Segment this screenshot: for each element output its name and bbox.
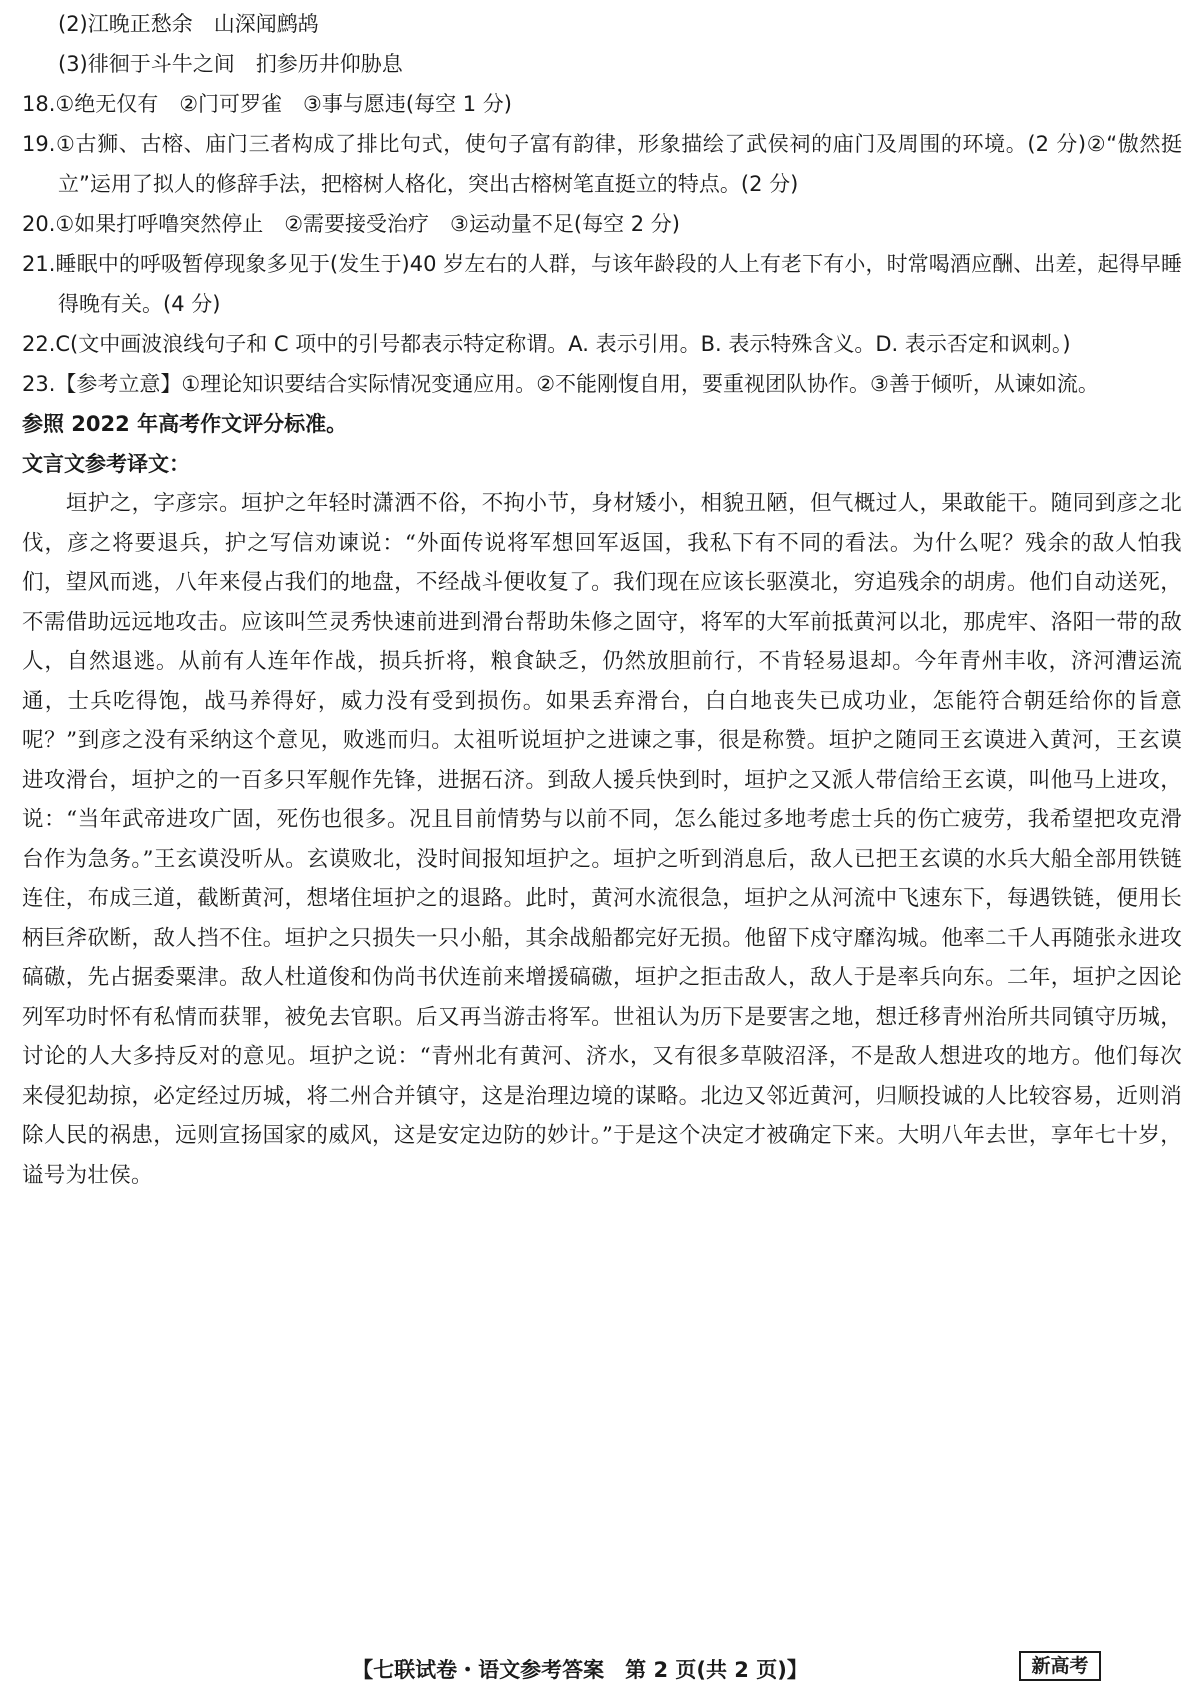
answer-18: 18.①绝无仅有 ②门可罗雀 ③事与愿违(每空 1 分) xyxy=(22,92,512,116)
page-footer-title: 【七联试卷・语文参考答案 第 2 页(共 2 页)】 xyxy=(352,1658,808,1682)
answer-21: 21.睡眠中的呼吸暂停现象多见于(发生于)40 岁左右的人群，与该年龄段的人上有老下有小，时常喝酒应酬、出差，起得早睡得晚有关。(4 分) xyxy=(22,252,1182,316)
answer-17-part3: (3)徘徊于斗牛之间 扪参历井仰胁息 xyxy=(58,52,403,76)
answer-20: 20.①如果打呼噜突然停止 ②需要接受治疗 ③运动量不足(每空 2 分) xyxy=(22,212,680,236)
essay-scoring-note: 参照 2022 年高考作文评分标准。 xyxy=(22,412,348,436)
translation-heading: 文言文参考译文： xyxy=(22,452,190,476)
translation-body: 垣护之，字彦宗。垣护之年轻时潇洒不俗，不拘小节，身材矮小，相貌丑陋，但气概过人，果敢能干。随同到彦之北伐，彦之将要退兵，护之写信劝谏说：“外面传说将军想回军返国，我私下有不同的看法。为什么呢？残余的敌人怕我们，望风而逃，八年来侵占我们的地盘，不经战斗便收复了。我们现在应该长驱漠北，穷追残余的胡虏。他们自动送死，不需借助远远地攻击。应该叫竺灵秀快速前进到滑台帮助朱修之固守，将军的大军前抵黄河以北，那虎牢、洛阳一带的敌人，自然退逃。从前有人连年作战，损兵折将，粮食缺乏，仍然放胆前行，不肯轻易退却。今年青州丰收，济河漕运流通，士兵吃得饱，战马养得好，威力没有受到损伤。如果丢弃滑台，白白地丧失已成功业，怎能符合朝廷给你的旨意呢？”到彦之没有采纳这个意见，败逃而归。太祖听说垣护之进谏之事，很是称赞。垣护之随同王玄谟进入黄河，王玄谟进攻滑台，垣护之的一百多只军舰作先锋，进据石济。到敌人援兵快到时，垣护之又派人带信给王玄谟，叫他马上进攻，说：“当年武帝进攻广固，死伤也很多。况且目前情势与以前不同，怎么能过多地考虑士兵的伤亡疲劳，我希望把攻克滑台作为急务。”王玄谟没听从。玄谟败北，没时间报知垣护之。垣护之听到消息后，敌人已把王玄谟的水兵大船全部用铁链连住，布成三道，截断黄河，想堵住垣护之的退路。此时，黄河水流很急，垣护之从河流中飞速东下，每遇铁链，便用长柄巨斧砍断，敌人挡不住。垣护之只损失一只小船，其余战船都完好无损。他留下戍守靡沟城。他率二千人再随张永进攻碻磝，先占据委粟津。敌人杜道俊和伪尚书伏连前来增援碻磝，垣护之拒击敌人，敌人于是率兵向东。二年，垣护之因论列军功时怀有私情而获罪，被免去官职。后又再当游击将军。世祖认为历下是要害之地，想迁移青州治所共同镇守历城，讨论的人大多持反对的意见。垣护之说：“青州北有黄河、济水，又有很多草陂沼泽，不是敌人想进攻的地方。他们每次来侵犯劫掠，必定经过历城，将二州合并镇守，这是治理边境的谋略。北边又邻近黄河，归顺投诚的人比较容易，近则消除人民的祸患，远则宣扬国家的威风，这是安定边防的妙计。”于是这个决定才被确定下来。大明八年去世，享年七十岁，谥号为壮侯。 xyxy=(22,491,1182,1188)
answer-list xyxy=(22,4,1182,1195)
answer-17-part2: (2)江晚正愁余 山深闻鹧鸪 xyxy=(58,12,319,36)
answer-22: 22.C(文中画波浪线句子和 C 项中的引号都表示特定称谓。A. 表示引用。B. 表示特殊含义。D. 表示否定和讽刺。) xyxy=(22,332,1071,356)
answer-23: 23.【参考立意】①理论知识要结合实际情况变通应用。②不能刚愎自用，要重视团队协作。③善于倾听，从谏如流。 xyxy=(22,372,1099,396)
exam-type-badge: 新高考 xyxy=(1019,1651,1101,1681)
answer-19: 19.①古狮、古榕、庙门三者构成了排比句式，使句子富有韵律，形象描绘了武侯祠的庙门及周围的环境。(2 分)②“傲然挺立”运用了拟人的修辞手法，把榕树人格化，突出古榕树笔直挺立的特点。(2 分) xyxy=(22,132,1182,196)
